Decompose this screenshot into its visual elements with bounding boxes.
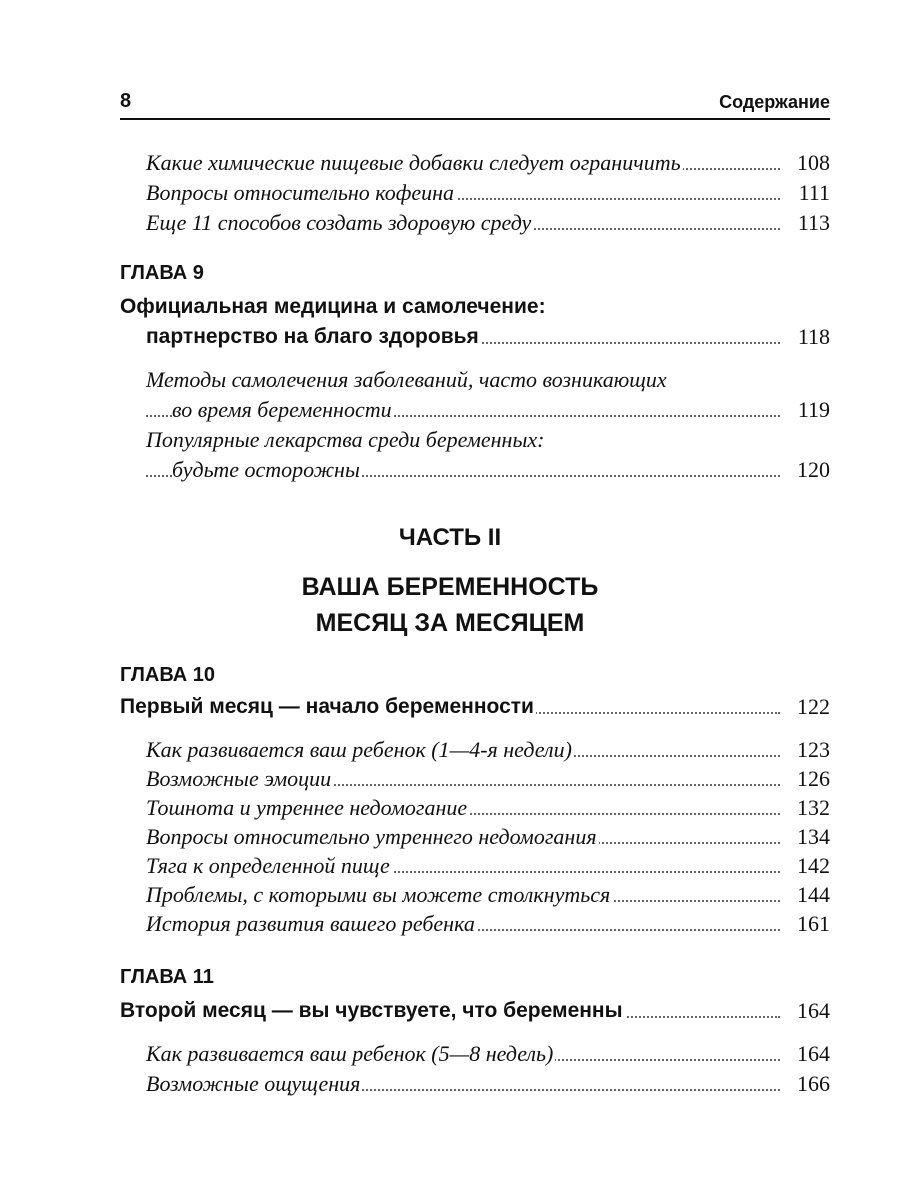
chapter-title: Второй месяц — вы чувствуете, что беременны [120,996,625,1026]
chapter-label: ГЛАВА 11 [120,966,214,988]
toc-entry-page: 132 [797,795,830,820]
toc-entry-title: Проблемы, с которыми вы можете столкнуться [146,880,612,910]
running-header-title: Содержание [719,92,830,112]
toc-entry[interactable] [0,455,900,485]
toc-entry-page: 164 [797,1041,830,1066]
toc-entry[interactable] [0,178,900,208]
chapter-page: 118 [797,324,830,349]
chapter-page: 122 [797,694,830,719]
chapter-page: 164 [797,998,830,1023]
chapter-title-line1[interactable]: Официальная медицина и самолечение: [120,295,546,318]
toc-entry[interactable] [0,909,900,939]
toc-entry-page: 144 [797,882,830,907]
toc-entry-title: Как развивается ваш ребенок (1—4-я недели) [146,735,574,765]
toc-entry[interactable] [0,793,900,823]
toc-entry-title: Еще 11 способов создать здоровую среду [146,208,533,238]
toc-entry[interactable] [0,851,900,881]
chapter-title-entry[interactable] [0,322,900,352]
toc-entry-page: 166 [797,1071,830,1096]
toc-entry-title: Какие химические пищевые добавки следует ограничить [146,148,683,178]
chapter-title-line2: партнерство на благо здоровья [146,322,481,352]
toc-entry-page: 123 [797,737,830,762]
toc-entry-page: 108 [797,150,830,175]
toc-entry-page: 126 [797,766,830,791]
toc-entry-page: 119 [797,397,830,422]
toc-entry[interactable] [0,1069,900,1099]
toc-entry-title-line1[interactable]: Популярные лекарства среди беременных: [146,427,545,452]
part-title-line2: МЕСЯЦ ЗА МЕСЯЦЕМ [315,609,585,637]
toc-entry-title: Вопросы относительно кофеина [146,178,456,208]
toc-entry-title-line1[interactable]: Методы самолечения заболеваний, часто возникающих [146,367,667,392]
toc-entry-page: 120 [797,457,830,482]
toc-entry-page: 142 [797,853,830,878]
toc-entry-title: Вопросы относительно утреннего недомогания [146,822,599,852]
toc-entry-title: Тошнота и утреннее недомогание [146,793,469,823]
toc-entry[interactable] [0,208,900,238]
part-label: ЧАСТЬ II [398,524,502,551]
page-number: 8 [120,90,132,112]
toc-entry[interactable] [0,764,900,794]
chapter-label: ГЛАВА 10 [120,664,216,686]
toc-entry[interactable] [0,822,900,852]
chapter-title-entry[interactable] [0,996,900,1026]
toc-entry-title-line2: во время беременности [172,395,394,425]
chapter-title-entry[interactable] [0,692,900,722]
toc-entry-title: История развития вашего ребенка [146,909,477,939]
toc-entry[interactable] [0,880,900,910]
header-rule [120,118,830,120]
toc-entry-title: Возможные эмоции [146,764,333,794]
toc-entry-page: 111 [798,180,830,205]
part-title-line1: ВАША БЕРЕМЕННОСТЬ [301,573,599,601]
toc-entry-page: 134 [797,824,830,849]
toc-entry-page: 113 [797,210,830,235]
toc-entry-title: Возможные ощущения [146,1069,362,1099]
toc-entry-title: Тяга к определенной пище [146,851,392,881]
toc-entry-title: Как развивается ваш ребенок (5—8 недель) [146,1039,555,1069]
chapter-title: Первый месяц — начало беременности [120,692,536,722]
toc-entry-title-line2: будьте осторожны [172,455,362,485]
toc-entry[interactable] [0,395,900,425]
toc-entry-page: 161 [797,911,830,936]
toc-entry[interactable] [0,1039,900,1069]
toc-entry[interactable] [0,735,900,765]
toc-entry[interactable] [0,148,900,178]
chapter-label: ГЛАВА 9 [120,262,204,284]
